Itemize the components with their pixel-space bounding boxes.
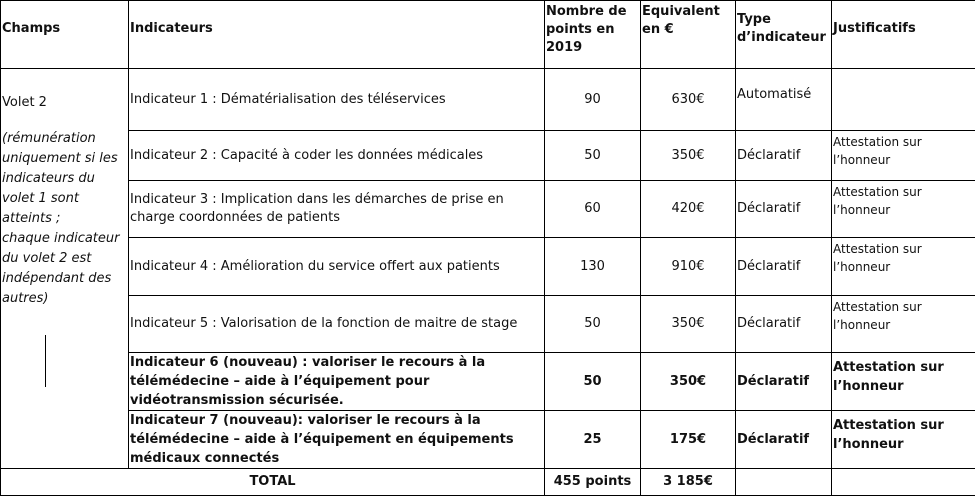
indicator-cell: Indicateur 6 (nouveau) : valoriser le recours à la télémédecine – aide à l’équipement pour vidéotransmission sécurisée. <box>129 353 545 411</box>
type-cell: Déclaratif <box>736 131 832 181</box>
justificatif-cell <box>832 69 975 131</box>
type-cell: Déclaratif <box>736 181 832 238</box>
points-cell: 60 <box>545 181 641 238</box>
champs-cell <box>1 69 129 469</box>
equivalent-cell: 350€ <box>641 296 736 353</box>
indicator-cell: Indicateur 4 : Amélioration du service offert aux patients <box>129 238 545 296</box>
justificatif-cell: Attestation sur l’honneur <box>832 296 975 353</box>
header-equivalent: Equivalent en € <box>641 1 736 69</box>
points-cell: 50 <box>545 131 641 181</box>
equivalent-cell: 910€ <box>641 238 736 296</box>
champs-volet: Volet 2 <box>2 95 47 110</box>
equivalent-cell: 350€ <box>641 131 736 181</box>
vertical-rule <box>45 335 46 387</box>
indicator-cell: Indicateur 1 : Dématérialisation des téléservices <box>129 69 545 131</box>
header-points: Nombre de points en 2019 <box>545 1 641 69</box>
header-champs: Champs <box>1 1 129 69</box>
table-row <box>1 238 975 296</box>
type-cell: Déclaratif <box>736 238 832 296</box>
total-equivalent: 3 185€ <box>641 469 736 496</box>
points-cell: 130 <box>545 238 641 296</box>
indicator-cell: Indicateur 5 : Valorisation de la fonction de maitre de stage <box>129 296 545 353</box>
champs-note-2: chaque indicateur du volet 2 est indépendant des autres) <box>2 231 120 306</box>
points-cell: 25 <box>545 411 641 469</box>
justificatif-cell: Attestation sur l’honneur <box>832 181 975 238</box>
header-row <box>1 1 975 69</box>
justificatif-cell: Attestation sur l’honneur <box>832 411 975 469</box>
table-row <box>1 181 975 238</box>
indicator-cell: Indicateur 7 (nouveau): valoriser le recours à la télémédecine – aide à l’équipement en équipements médicaux connectés <box>129 411 545 469</box>
type-cell: Déclaratif <box>736 411 832 469</box>
table-row <box>1 131 975 181</box>
total-points: 455 points <box>545 469 641 496</box>
points-cell: 50 <box>545 296 641 353</box>
table-row <box>1 296 975 353</box>
header-justificatifs: Justificatifs <box>832 1 975 69</box>
indicator-cell: Indicateur 3 : Implication dans les démarches de prise en charge coordonnées de patients <box>129 181 545 238</box>
equivalent-cell: 175€ <box>641 411 736 469</box>
table-row <box>1 411 975 469</box>
points-cell: 50 <box>545 353 641 411</box>
champs-note-1: (rémunération uniquement si les indicateurs du volet 1 sont atteints ; <box>2 131 118 226</box>
equivalent-cell: 420€ <box>641 181 736 238</box>
header-type: Type d’indicateur <box>736 1 832 69</box>
table-row <box>1 353 975 411</box>
type-cell: Déclaratif <box>736 353 832 411</box>
type-cell: Déclaratif <box>736 296 832 353</box>
justificatif-cell: Attestation sur l’honneur <box>832 353 975 411</box>
points-cell: 90 <box>545 69 641 131</box>
equivalent-cell: 630€ <box>641 69 736 131</box>
type-cell: Automatisé <box>736 69 832 131</box>
justificatif-cell: Attestation sur l’honneur <box>832 238 975 296</box>
total-row <box>1 469 975 496</box>
total-justificatif-empty <box>832 469 975 496</box>
table-row <box>1 69 975 131</box>
header-indicateurs: Indicateurs <box>129 1 545 69</box>
total-type-empty <box>736 469 832 496</box>
justificatif-cell: Attestation sur l’honneur <box>832 131 975 181</box>
equivalent-cell: 350€ <box>641 353 736 411</box>
total-label: TOTAL <box>1 469 545 496</box>
indicator-cell: Indicateur 2 : Capacité à coder les données médicales <box>129 131 545 181</box>
